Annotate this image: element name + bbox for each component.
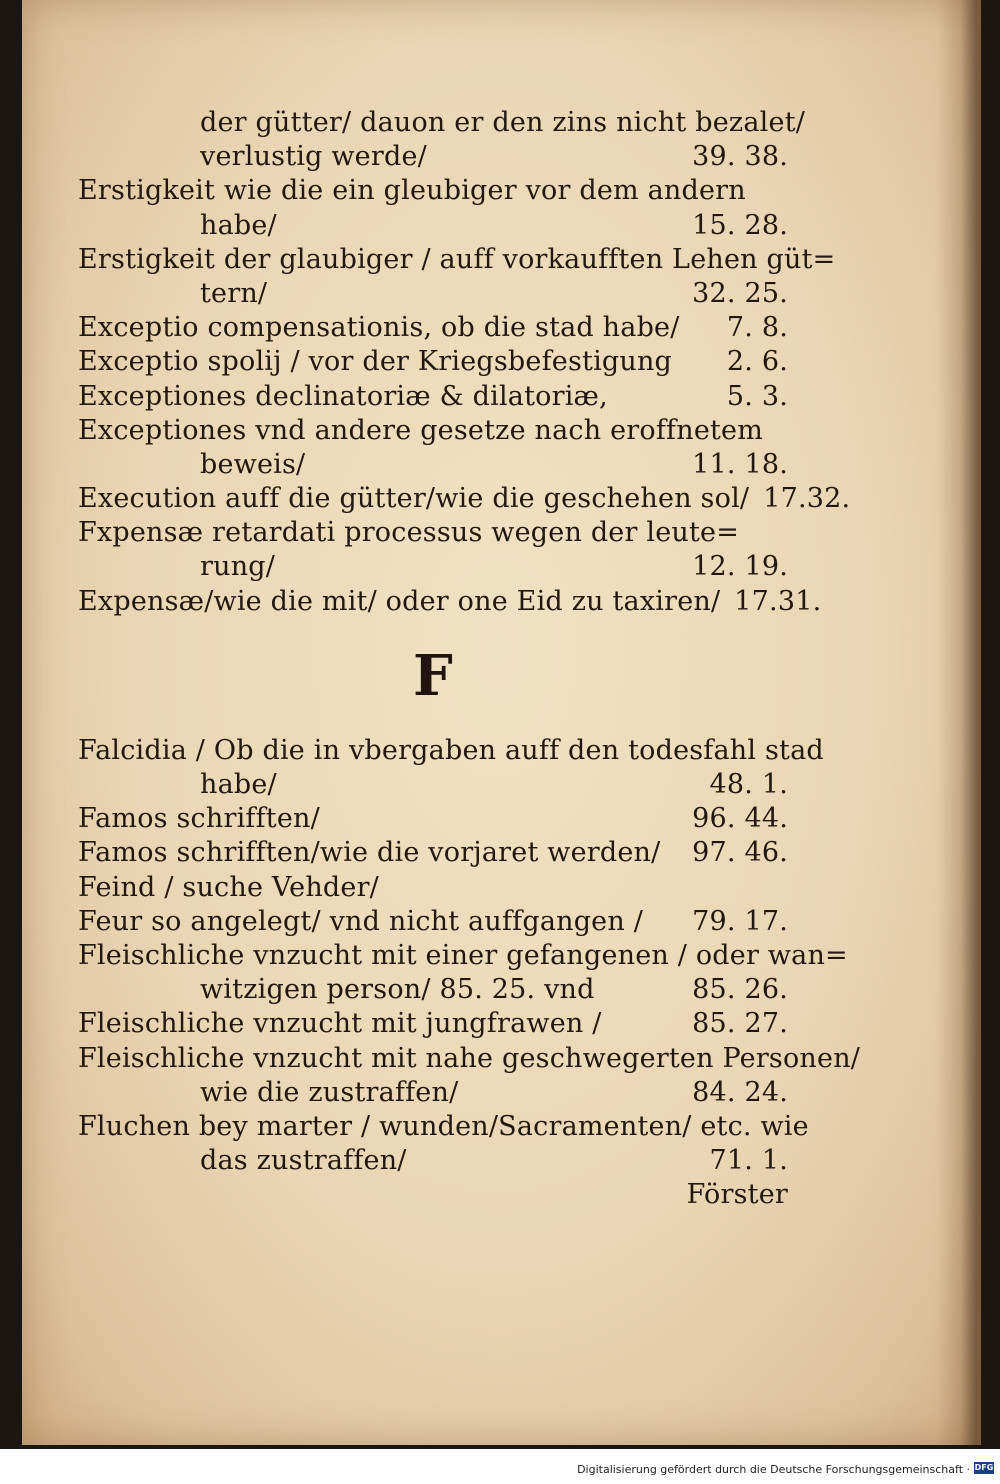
index-entry-text: Execution auff die gütter/wie die geschehen sol/ — [78, 483, 750, 515]
index-text — [78, 106, 861, 1212]
index-entry-reference: 5. 3. — [726, 380, 788, 412]
index-entry-reference: 11. 18. — [692, 448, 788, 480]
index-entry-text: wie die zustraffen/ — [200, 1076, 459, 1108]
index-entry-reference: 48. 1. — [709, 769, 788, 800]
index-entry-text: das zustraffen/ — [200, 1145, 407, 1177]
index-entry-text: Erstigkeit wie die ein gleubiger vor dem andern — [78, 175, 746, 207]
index-entry — [78, 380, 788, 414]
index-entry-text: verlustig werde/ — [200, 141, 427, 173]
index-entry-text: der gütter/ dauon er den zins nicht bezalet/ — [200, 107, 805, 138]
index-entry-text: Exceptio compensationis, ob die stad habe/ — [78, 312, 680, 344]
index-entry-text: habe/ — [200, 209, 277, 241]
book-page — [22, 0, 981, 1445]
index-entry-reference: 84. 24. — [692, 1076, 788, 1108]
index-entry-reference: 79. 17. — [692, 905, 788, 937]
index-entry — [78, 734, 824, 768]
index-entry-reference: Förster — [686, 1179, 788, 1211]
index-entry — [78, 448, 788, 482]
index-entry-text: beweis/ — [200, 448, 306, 480]
index-entry-reference: 15. 28. — [692, 209, 788, 241]
index-entry-reference: 71. 1. — [709, 1145, 788, 1177]
index-entry-text: Feind / suche Vehder/ — [78, 871, 379, 903]
index-entry — [78, 209, 788, 243]
index-entry — [78, 1144, 788, 1178]
index-entry — [78, 768, 788, 802]
index-entry-text: Fluchen bey marter / wunden/Sacramenten/ etc. wie — [78, 1110, 809, 1142]
index-entry-text: rung/ — [200, 551, 276, 583]
index-entry-reference: 39. 38. — [692, 141, 788, 173]
index-entry — [78, 871, 788, 905]
index-entry — [78, 1042, 861, 1076]
index-entry — [78, 345, 788, 379]
index-entry-text: Falcidia / Ob die in vbergaben auff den todesfahl stad — [78, 734, 824, 766]
index-entry-reference: 85. 26. — [692, 974, 788, 1006]
section-letter: F — [413, 643, 453, 710]
index-entry-text: Famos schrifften/wie die vorjaret werden/ — [78, 837, 661, 869]
index-entry — [78, 836, 788, 870]
index-entry-text: Fleischliche vnzucht mit einer gefangenen / oder wan= — [78, 939, 848, 971]
index-entry-text: Fleischliche vnzucht mit jungfrawen / — [78, 1008, 602, 1040]
dfg-logo-icon: DFG — [974, 1463, 994, 1472]
index-entry-reference: 85. 27. — [692, 1008, 788, 1040]
index-entry-text: habe/ — [200, 769, 277, 800]
index-entry-text: Erstigkeit der glaubiger / auff vorkaufften Lehen güt= — [78, 243, 836, 275]
index-entry — [78, 802, 788, 836]
index-entry — [78, 482, 851, 516]
index-entry-reference: 17.32. — [763, 483, 851, 515]
index-section-e — [78, 106, 851, 619]
index-entry — [78, 106, 805, 140]
index-entry — [78, 973, 788, 1007]
index-entry — [78, 277, 788, 311]
index-entry — [78, 1110, 809, 1144]
index-entry-text: Exceptiones vnd andere gesetze nach eroffnetem — [78, 414, 764, 446]
index-entry — [78, 243, 836, 277]
index-section-f — [78, 734, 861, 1213]
index-entry-reference: 7. 8. — [726, 312, 788, 344]
index-entry — [78, 1178, 788, 1212]
index-entry-text: Exceptiones declinatoriæ & dilatoriæ, — [78, 380, 608, 412]
index-entry — [78, 174, 788, 208]
index-entry-text: Feur so angelegt/ vnd nicht auffgangen / — [78, 905, 644, 937]
index-entry — [78, 140, 788, 174]
index-entry — [78, 939, 848, 973]
index-entry — [78, 414, 788, 448]
index-entry-text: Famos schrifften/ — [78, 803, 320, 835]
index-entry-text: Fxpensæ retardati processus wegen der leute= — [78, 517, 740, 549]
index-entry-reference: 32. 25. — [692, 277, 788, 309]
index-entry-reference: 97. 46. — [692, 837, 788, 869]
footer-credit: Digitalisierung gefördert durch die Deutsche Forschungsgemeinschaft · — [577, 1463, 970, 1476]
index-entry — [78, 585, 822, 619]
page-edge-shadow — [937, 0, 977, 1445]
index-entry-text: Expensæ/wie die mit/ oder one Eid zu taxiren/ — [78, 585, 721, 617]
index-entry-text: Exceptio spolij / vor der Kriegsbefestigung — [78, 346, 673, 378]
index-entry-text: Fleischliche vnzucht mit nahe geschwegerten Personen/ — [78, 1042, 861, 1074]
index-entry-reference: 2. 6. — [726, 346, 788, 378]
index-entry-text: tern/ — [200, 277, 268, 309]
index-entry-text: witzigen person/ 85. 25. vnd — [200, 974, 595, 1006]
index-entry — [78, 905, 788, 939]
index-entry-reference: 17.31. — [734, 585, 822, 617]
index-entry — [78, 550, 788, 584]
index-entry-reference: 12. 19. — [692, 551, 788, 583]
index-entry — [78, 516, 788, 550]
index-entry-reference: 96. 44. — [692, 803, 788, 835]
index-entry — [78, 311, 788, 345]
index-entry — [78, 1076, 788, 1110]
index-entry — [78, 1007, 788, 1041]
